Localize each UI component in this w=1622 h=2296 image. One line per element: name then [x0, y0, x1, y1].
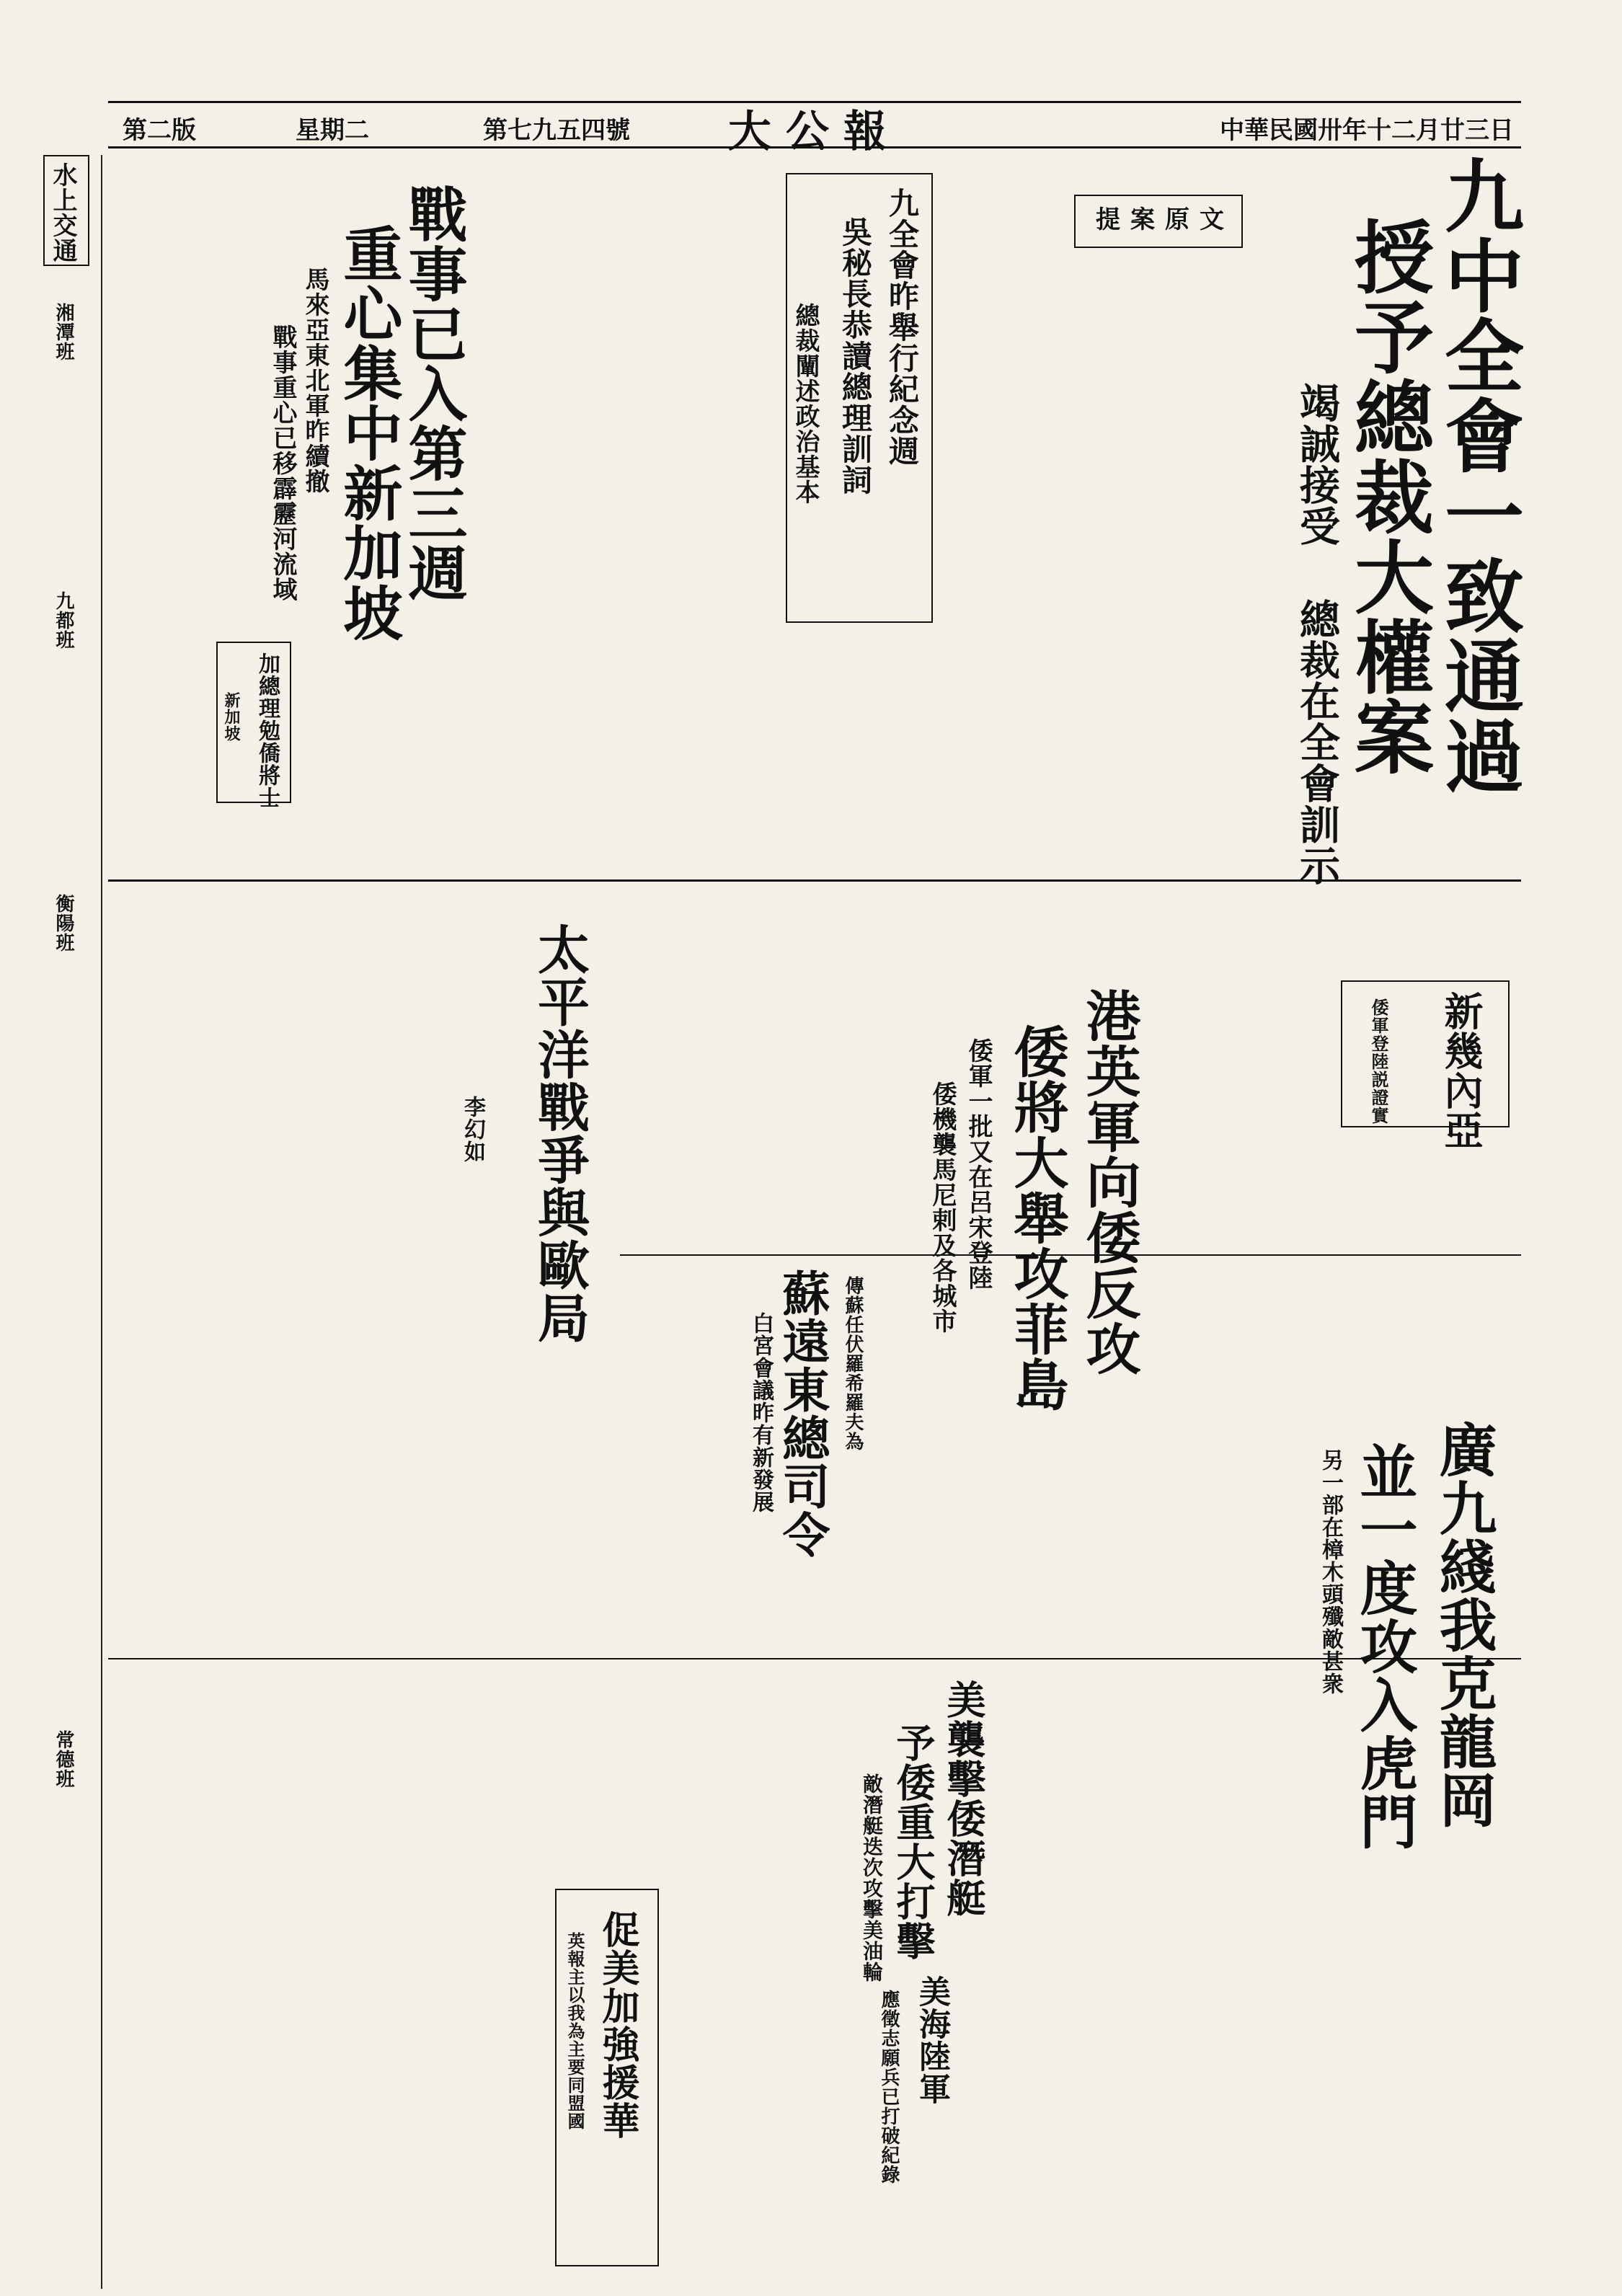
soviet-subhead: 白宮會議昨有新發展 — [748, 1312, 774, 1513]
lead-body-top — [1081, 166, 1204, 187]
aid-china-headline: 促美加強援華 — [595, 1910, 639, 2140]
us-marines-subhead: 應徵志願兵已打破紀錄 — [878, 1990, 900, 2184]
hk-subhead-1: 倭軍一批又在呂宋登陸 — [964, 1038, 993, 1290]
memorial-subhead: 總裁闡述政治基本 — [791, 303, 820, 505]
new-guinea-title: 新幾內亞 — [1438, 991, 1484, 1150]
war-subhead-1: 馬來亞東北軍昨續撤 — [301, 267, 329, 494]
hk-headline-2: 倭將大舉攻菲島 — [1005, 1024, 1069, 1412]
shipping-divider — [101, 155, 102, 2289]
lower-mid-body — [670, 1672, 851, 2264]
lead-subhead-2: 總裁在全會訓示 — [1293, 598, 1341, 886]
lead-headline-1: 九中全會一致通過 — [1432, 155, 1525, 795]
memorial-headline-2: 吳秘長恭讀總理訓詞 — [838, 216, 873, 495]
pacific-headline: 太平洋戰爭與歐局 — [529, 923, 590, 1344]
aid-china-subhead: 英報主以我為主要同盟國 — [564, 1932, 585, 2130]
masthead-title: 大公報 — [728, 107, 901, 157]
war-headline-1: 戰事已入第三週 — [399, 184, 468, 603]
lower-right-body — [980, 1672, 1499, 2264]
us-marines-headline: 美海陸軍 — [913, 1975, 950, 2105]
us-sub-headline-2: 予倭重大打擊 — [890, 1723, 936, 1961]
masthead-date: 中華民國卅年十二月廿三日 — [1220, 116, 1514, 145]
proposal-label: 提案原文 — [1096, 205, 1234, 234]
shipping-item-3: 衡陽班 — [53, 894, 74, 952]
masthead-weekday: 星期二 — [296, 116, 369, 145]
memorial-body-text — [634, 166, 779, 851]
us-sub-subhead: 敵潛艇迭次攻擊美油輪 — [860, 1773, 884, 1982]
lead-subhead-1: 竭誠接受 — [1293, 382, 1341, 546]
war-body-text-2 — [476, 166, 620, 851]
memorial-headline-1: 九全會昨舉行紀念週 — [885, 187, 920, 466]
pacific-byline: 李幻如 — [460, 1096, 485, 1163]
hk-subhead-2: 倭機襲馬尼剌及各城市 — [928, 1081, 957, 1334]
singapore-title: 加總理勉僑將士 — [254, 652, 280, 809]
kowloon-headline-1: 廣九綫我克龍岡 — [1430, 1420, 1497, 1829]
kowloon-side-body — [1125, 1269, 1312, 1644]
kowloon-subhead: 另一部在樟木頭殲敵甚衆 — [1318, 1449, 1343, 1695]
masthead — [108, 101, 1521, 157]
war-headline-2: 重心集中新加坡 — [334, 223, 403, 642]
shipping-item-2: 九都班 — [53, 591, 74, 650]
lower-left-body — [123, 1672, 541, 2264]
masthead-page: 第二版 — [123, 116, 196, 145]
lead-body-text — [1074, 260, 1262, 851]
shipping-title: 水上交通 — [48, 162, 77, 263]
new-guinea-subhead: 倭軍登陸説證實 — [1368, 998, 1389, 1125]
us-sub-headline-1: 美襲擊倭潛艇 — [941, 1680, 987, 1918]
masthead-issue: 第七九五四號 — [483, 116, 630, 145]
soviet-headline: 蘇遠東總司令 — [774, 1269, 830, 1559]
divider-lower — [108, 1658, 1521, 1659]
soviet-side: 傳蘇任伏羅希羅夫為 — [842, 1276, 864, 1451]
lead-headline-2: 授予總裁大權案 — [1342, 216, 1435, 776]
shipping-item-4: 常德班 — [53, 1730, 74, 1789]
shipping-item-1: 湘潭班 — [53, 303, 74, 361]
pacific-body-text — [123, 894, 447, 1644]
hk-body-text — [627, 894, 901, 1240]
war-subhead-2: 戰事重心已移霹靂河流域 — [268, 324, 297, 602]
war-body-text — [130, 166, 260, 569]
kowloon-headline-2: 並一度攻入虎門 — [1350, 1442, 1418, 1850]
hk-headline-1: 港英軍向倭反攻 — [1077, 988, 1141, 1376]
soviet-body-text — [461, 1269, 735, 1644]
singapore-subhead: 新加坡 — [222, 692, 241, 742]
